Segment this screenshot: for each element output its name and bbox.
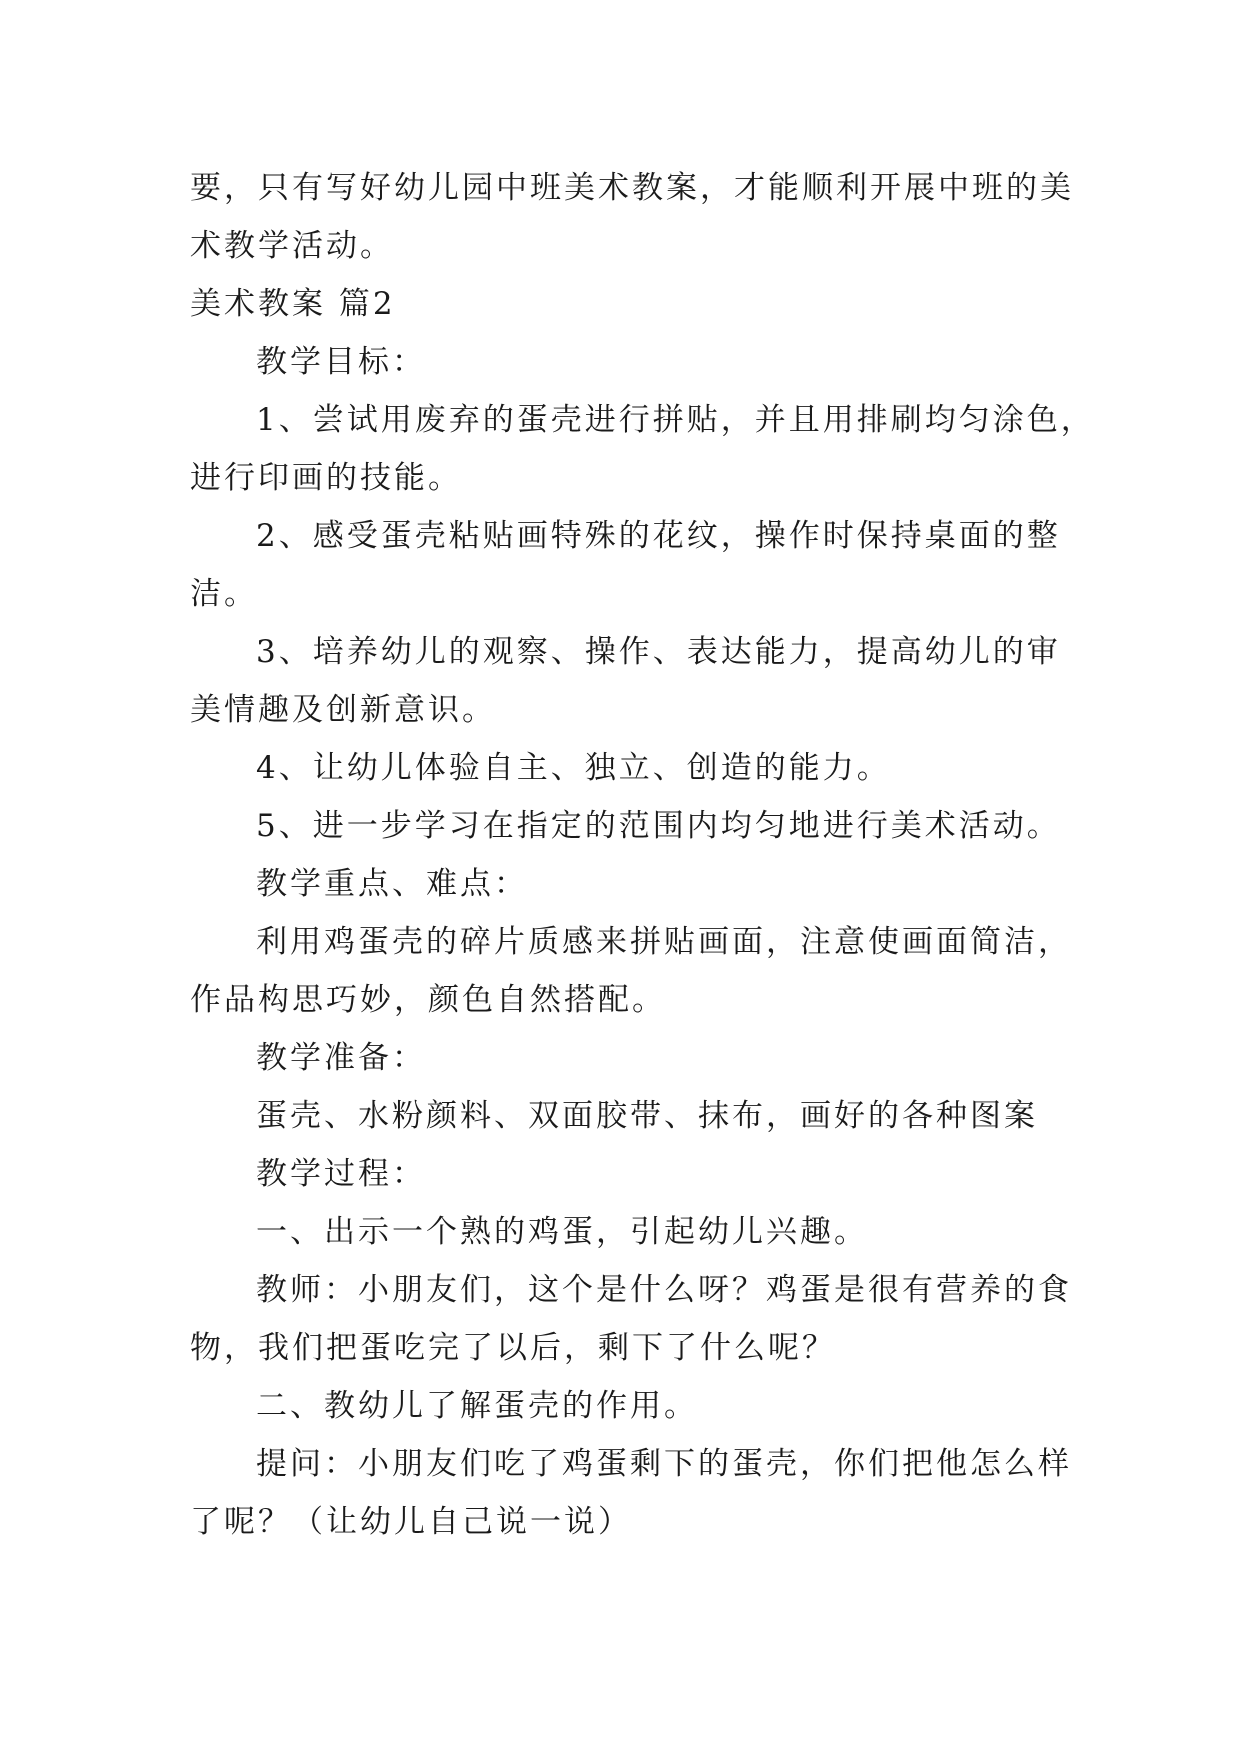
subheading-preparation: 教学准备：: [256, 1040, 426, 1076]
list-item-continued: 进行印画的技能。: [190, 460, 462, 496]
list-item: 1、尝试用废弃的蛋壳进行拼贴，并且用排刷均匀涂色，: [256, 402, 1095, 438]
paragraph-line: 术教学活动。: [190, 228, 394, 264]
paragraph-line: 一、出示一个熟的鸡蛋，引起幼儿兴趣。: [256, 1214, 868, 1250]
paragraph-line: 了呢？（让幼儿自己说一说）: [190, 1504, 632, 1540]
paragraph-line: 物，我们把蛋吃完了以后，剩下了什么呢？: [190, 1330, 836, 1366]
list-item: 4、让幼儿体验自主、独立、创造的能力。: [256, 750, 891, 786]
list-item-continued: 洁。: [190, 576, 258, 612]
paragraph-line: 作品构思巧妙，颜色自然搭配。: [190, 982, 666, 1018]
paragraph-line: 要，只有写好幼儿园中班美术教案，才能顺利开展中班的美: [190, 170, 1074, 206]
paragraph-line: 蛋壳、水粉颜料、双面胶带、抹布，画好的各种图案: [256, 1098, 1038, 1134]
subheading-key-points: 教学重点、难点：: [256, 866, 528, 902]
list-item: 5、进一步学习在指定的范围内均匀地进行美术活动。: [256, 808, 1061, 844]
list-item: 3、培养幼儿的观察、操作、表达能力，提高幼儿的审: [256, 634, 1061, 670]
paragraph-line: 利用鸡蛋壳的碎片质感来拼贴画面，注意使画面简洁，: [256, 924, 1072, 960]
paragraph-line: 教师：小朋友们，这个是什么呀？鸡蛋是很有营养的食: [256, 1272, 1072, 1308]
subheading-objectives: 教学目标：: [256, 344, 426, 380]
paragraph-line: 二、教幼儿了解蛋壳的作用。: [256, 1388, 698, 1424]
section-heading: 美术教案 篇2: [190, 286, 396, 322]
paragraph-line: 提问：小朋友们吃了鸡蛋剩下的蛋壳，你们把他怎么样: [256, 1446, 1072, 1482]
list-item: 2、感受蛋壳粘贴画特殊的花纹，操作时保持桌面的整: [256, 518, 1061, 554]
subheading-process: 教学过程：: [256, 1156, 426, 1192]
list-item-continued: 美情趣及创新意识。: [190, 692, 496, 728]
